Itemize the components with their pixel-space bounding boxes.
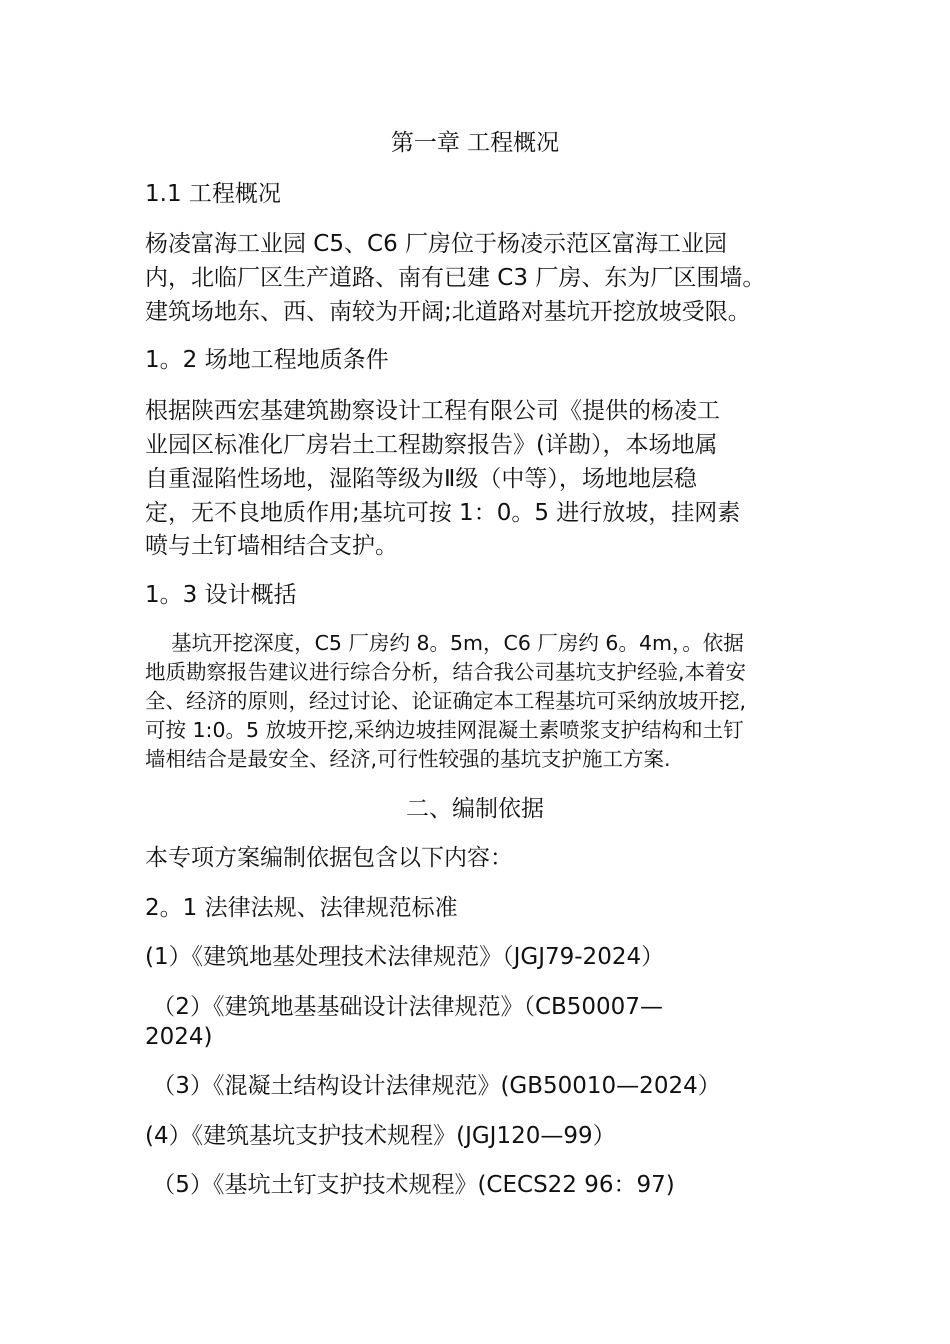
section-1-3-line: 全、经济的原则，经过讨论、论证确定本工程基坑可采纳放坡开挖, <box>145 689 747 713</box>
section-1-3-line: 基坑开挖深度，C5 厂房约 8。5m，C6 厂房约 6。4m，。依据 <box>145 631 744 655</box>
chapter-2-title: 二、编制依据 <box>406 796 544 822</box>
standard-list-item: (1）《建筑地基处理技术法律规范》（JGJ79-2024） <box>145 944 665 970</box>
section-1-2-line: 根据陕西宏基建筑勘察设计工程有限公司《提供的杨凌工 <box>145 398 720 424</box>
section-1-3-heading: 1。3 设计概括 <box>145 582 297 608</box>
section-1-2-line: 喷与土钉墙相结合支护。 <box>145 533 398 559</box>
section-1-2-heading: 1。2 场地工程地质条件 <box>145 347 389 373</box>
standard-list-item: （2）《建筑地基基础设计法律规范》（CB50007— <box>145 994 663 1020</box>
section-1-1-line: 杨凌富海工业园 C5、C6 厂房位于杨凌示范区富海工业园 <box>145 231 728 257</box>
chapter-2-intro: 本专项方案编制依据包含以下内容： <box>145 845 513 871</box>
section-1-2-line: 定，无不良地质作用;基坑可按 1：0。5 进行放坡，挂网素 <box>145 500 741 526</box>
section-1-3-line: 墙相结合是最安全、经济,可行性较强的基坑支护施工方案. <box>145 747 671 771</box>
section-1-3-line: 地质勘察报告建议进行综合分析，结合我公司基坑支护经验,本着安 <box>145 660 747 684</box>
section-1-3-line: 可按 1:0。5 放坡开挖,采纳边坡挂网混凝土素喷浆支护结构和土钉 <box>145 718 744 742</box>
section-2-1-heading: 2。1 法律法规、法律规范标准 <box>145 895 458 921</box>
section-1-1-line: 建筑场地东、西、南较为开阔;北道路对基坑开挖放坡受限。 <box>145 299 751 325</box>
section-1-1-heading: 1.1 工程概况 <box>145 181 281 207</box>
standard-list-item: （5）《基坑土钉支护技术规程》(CECS22 96：97) <box>145 1172 675 1198</box>
standard-list-item: (4）《建筑基坑支护技术规程》(JGJ120—99） <box>145 1123 616 1149</box>
standard-list-item-continued: 2024) <box>145 1024 213 1050</box>
section-1-2-line: 业园区标准化厂房岩土工程勘察报告》(详勘），本场地属 <box>145 432 718 458</box>
section-1-1-line: 内，北临厂区生产道路、南有已建 C3 厂房、东为厂区围墙。 <box>145 265 766 291</box>
chapter-1-title: 第一章 工程概况 <box>390 130 560 156</box>
standard-list-item: （3）《混凝土结构设计法律规范》(GB50010—2024） <box>145 1073 721 1099</box>
section-1-2-line: 自重湿陷性场地，湿陷等级为Ⅱ级（中等），场地地层稳 <box>145 466 697 492</box>
